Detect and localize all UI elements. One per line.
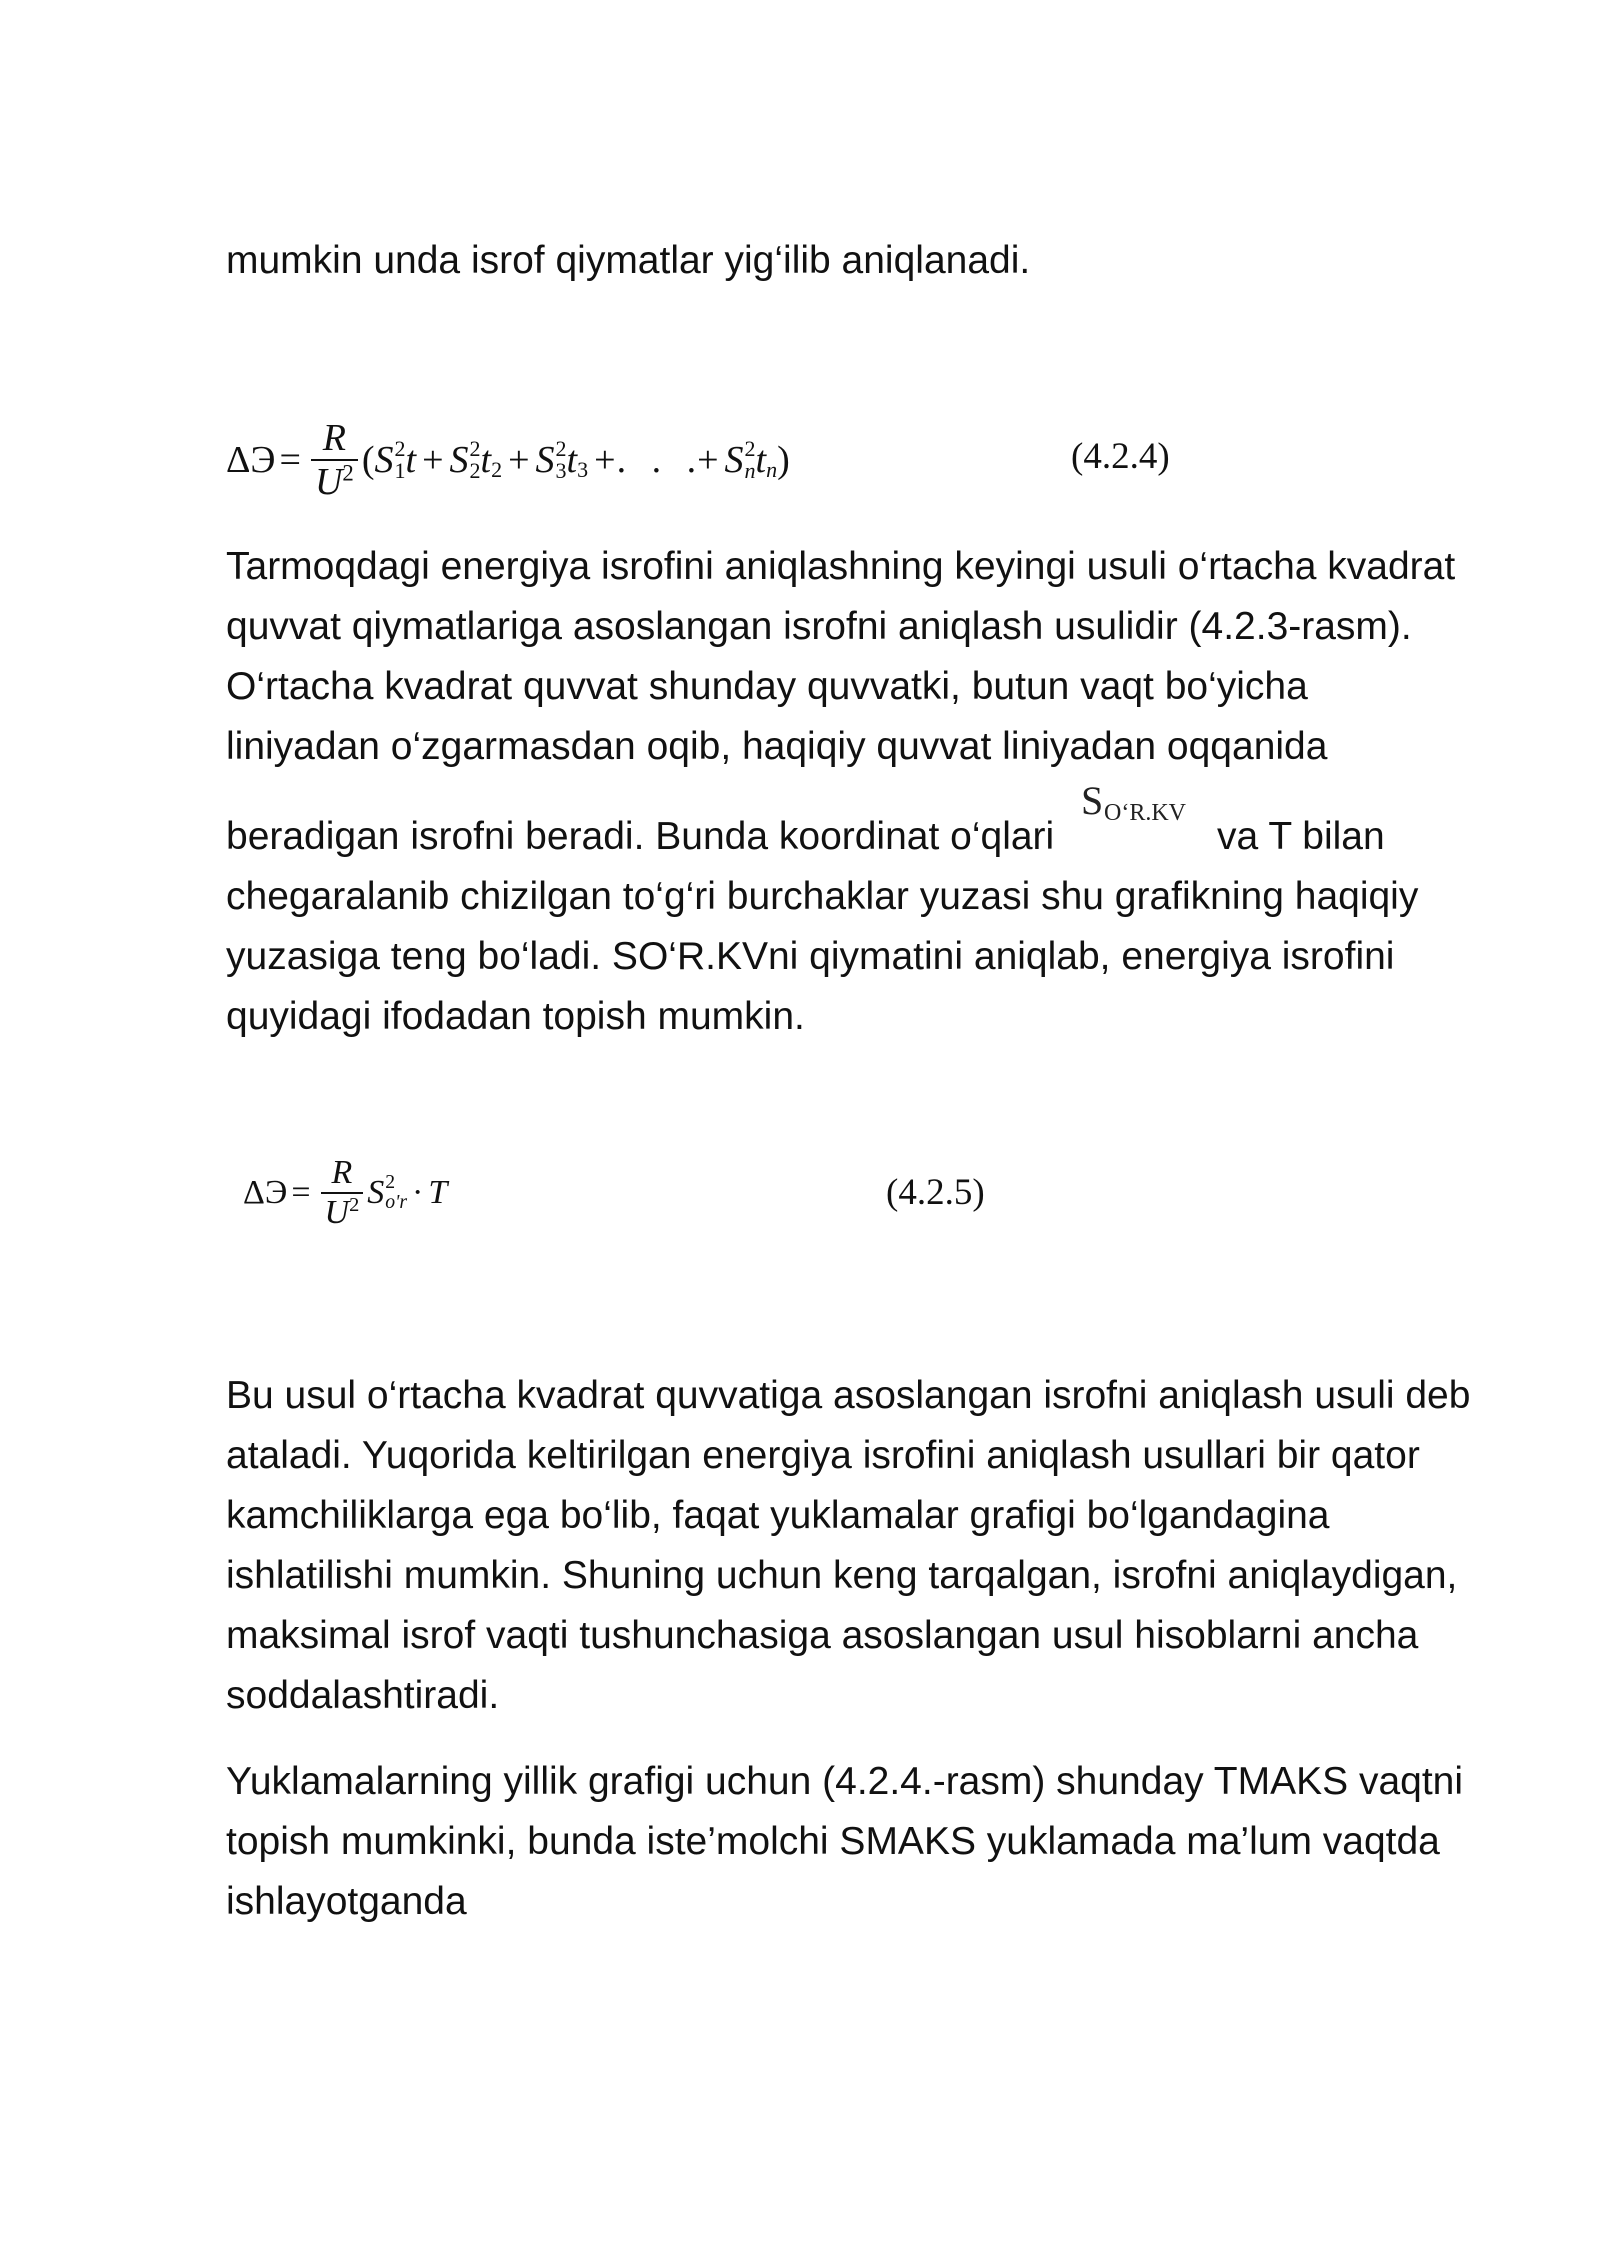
text-line: Tarmoqdagi energiya isrofini aniqlashning keyingi usuli o‘rtacha kvadrat xyxy=(226,545,1456,588)
term-indices xyxy=(394,435,406,483)
text-line: liniyadan o‘zgarmasdan oqib, haqiqiy quvvat liniyadan oqqanida xyxy=(226,725,1328,768)
inline-symbol-subscript: O‘R.KV xyxy=(1104,800,1186,826)
ellipsis: . . . xyxy=(616,439,697,481)
text-line: O‘rtacha kvadrat quvvat shunday quvvatki, butun vaqt bo‘yicha xyxy=(226,665,1308,708)
power-term xyxy=(367,1173,407,1212)
multiplication-dot: · xyxy=(412,1174,424,1211)
term-indices xyxy=(385,1173,407,1212)
denominator-base: U xyxy=(324,1194,350,1231)
fraction-denominator xyxy=(321,1194,364,1230)
text-line: mumkin unda isrof qiymatlar yig‘ilib aniqlanadi. xyxy=(226,239,1031,282)
term-time-index: n xyxy=(766,456,778,482)
plus-sign: + xyxy=(422,439,444,481)
plus-sign: + xyxy=(508,439,530,481)
term-base: S xyxy=(724,439,744,481)
text-line: quvvat qiymatlariga asoslangan isrofni aniqlash usulidir (4.2.3-rasm). xyxy=(226,605,1412,648)
fraction-numerator: R xyxy=(322,417,346,459)
fraction-r-over-u-squared xyxy=(321,1156,364,1230)
term-power: 2 xyxy=(394,435,406,461)
term-power: 2 xyxy=(555,435,567,461)
formula-4-2-5 xyxy=(243,1143,447,1243)
text-before-inline-symbol: beradigan isrofni beradi. Bunda koordinat o‘qlari xyxy=(226,815,1055,858)
text-line: soddalashtiradi. xyxy=(226,1674,500,1717)
inline-symbol-base: S xyxy=(1081,778,1104,823)
text-line: ataladi. Yuqorida keltirilgan energiya isrofini aniqlash usullari bir qator xyxy=(226,1434,1420,1477)
term-indices xyxy=(469,435,481,483)
term-indices xyxy=(555,435,567,483)
denominator-power: 2 xyxy=(349,1193,360,1216)
paragraph-3 xyxy=(226,1366,1470,1726)
sum-term-3 xyxy=(535,435,589,483)
delta-energy-symbol: ΔЭ xyxy=(226,439,276,481)
equals-sign: = xyxy=(279,439,301,481)
fraction-r-over-u-squared xyxy=(311,419,358,501)
text-line: quyidagi ifodadan topish mumkin. xyxy=(226,995,805,1038)
text-line: yuzasiga teng bo‘ladi. SO‘R.KVni qiymatini aniqlab, energiya isrofini xyxy=(226,935,1395,978)
term-time-index: 2 xyxy=(491,456,503,482)
sum-term-2 xyxy=(449,435,503,483)
close-paren: ) xyxy=(777,439,790,481)
fraction-numerator: R xyxy=(331,1154,353,1191)
term-indices xyxy=(744,435,756,483)
formula-4-2-4 xyxy=(226,410,790,510)
paragraph-2-part-1 xyxy=(226,537,1455,777)
text-line: Bu usul o‘rtacha kvadrat quvvatiga asoslangan isrofni aniqlash usuli deb xyxy=(226,1374,1471,1417)
open-paren: ( xyxy=(361,439,375,481)
term-power: 2 xyxy=(385,1171,396,1194)
term-index: 1 xyxy=(394,458,406,483)
term-base: S xyxy=(449,439,469,481)
denominator-power: 2 xyxy=(342,460,354,486)
term-power: 2 xyxy=(469,435,481,461)
sum-term-n xyxy=(724,435,778,483)
plus-sign: + xyxy=(594,439,616,481)
term-base: S xyxy=(535,439,555,481)
text-line: kamchiliklarga ega bo‘lib, faqat yuklamalar grafigi bo‘lgandagina xyxy=(226,1494,1330,1537)
term-base: S xyxy=(374,439,394,481)
paragraph-4 xyxy=(226,1752,1463,1932)
time-variable: T xyxy=(428,1174,448,1211)
paragraph-2-part-2 xyxy=(226,867,1418,1047)
text-line: ishlatilishi mumkin. Shuning uchun keng tarqalgan, isrofni aniqlaydigan, xyxy=(226,1554,1458,1597)
denominator-base: U xyxy=(314,461,343,503)
text-after-inline-symbol: va T bilan xyxy=(1217,815,1385,858)
text-line: ishlayotganda xyxy=(226,1880,467,1923)
fraction-denominator xyxy=(311,461,358,501)
term-time: t xyxy=(755,439,767,481)
text-line: chegaralanib chizilgan to‘g‘ri burchaklar yuzasi shu grafikning haqiqiy xyxy=(226,875,1419,918)
equation-number-4-2-4: (4.2.4) xyxy=(1071,436,1170,477)
term-index: o'r xyxy=(385,1191,407,1213)
delta-energy-symbol: ΔЭ xyxy=(243,1174,288,1211)
sum-term-1 xyxy=(374,435,417,483)
term-time: t xyxy=(480,439,492,481)
text-line: maksimal isrof vaqti tushunchasiga asoslangan usul hisoblarni ancha xyxy=(226,1614,1419,1657)
text-line: Yuklamalarning yillik grafigi uchun (4.2.4.-rasm) shunday TMAKS vaqtni xyxy=(226,1760,1464,1803)
equals-sign: = xyxy=(291,1174,311,1211)
term-time: t xyxy=(405,439,417,481)
term-index: 3 xyxy=(555,458,567,483)
plus-sign: + xyxy=(697,439,719,481)
term-index: 2 xyxy=(469,458,481,483)
paragraph-1 xyxy=(226,231,1030,291)
term-index: n xyxy=(744,458,756,483)
term-power: 2 xyxy=(744,435,756,461)
term-base: S xyxy=(367,1174,385,1211)
equation-number-4-2-5: (4.2.5) xyxy=(886,1172,985,1213)
term-time: t xyxy=(566,439,578,481)
text-line: topish mumkinki, bunda iste’molchi SMAKS yuklamada ma’lum vaqtda xyxy=(226,1820,1440,1863)
term-time-index: 3 xyxy=(577,456,589,482)
